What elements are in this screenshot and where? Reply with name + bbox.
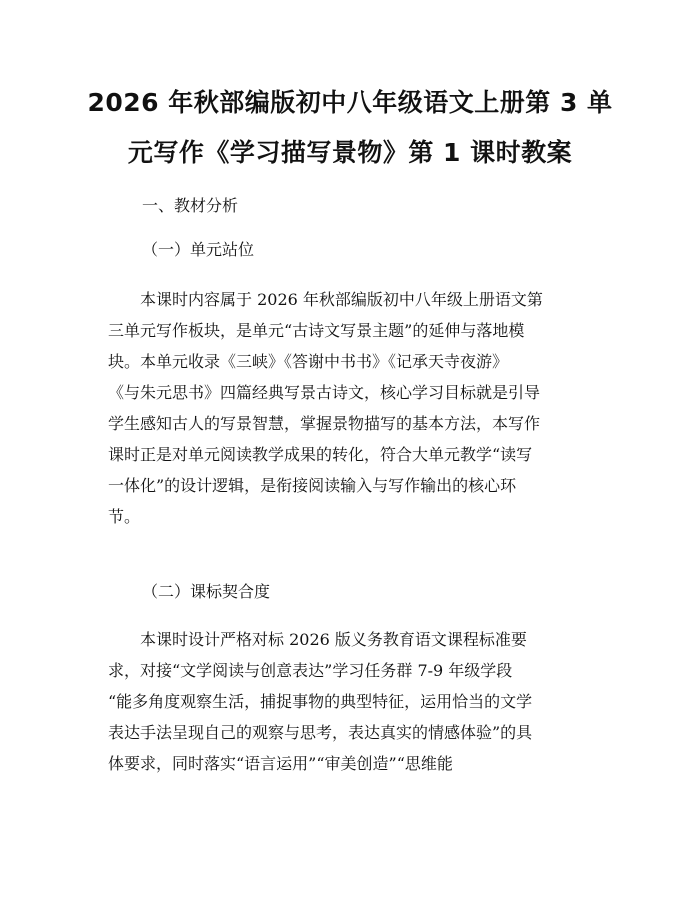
- paragraph-line: 节。: [108, 507, 141, 526]
- paragraph-line: 《与朱元思书》四篇经典写景古诗文，核心学习目标就是引导: [108, 383, 541, 402]
- paragraph-curriculum-fit: [108, 624, 608, 779]
- document-title: [80, 78, 620, 178]
- section-heading-textbook-analysis: 一、教材分析: [142, 196, 239, 215]
- paragraph-line: “能多角度观察生活，捕捉事物的典型特征，运用恰当的文学: [108, 692, 533, 711]
- paragraph-line: 本课时设计严格对标 2026 版义务教育语文课程标准要: [108, 630, 527, 649]
- paragraph-line: 学生感知古人的写景智慧，掌握景物描写的基本方法，本写作: [108, 414, 541, 433]
- paragraph-line: 一体化”的设计逻辑，是衔接阅读输入与写作输出的核心环: [108, 476, 517, 495]
- paragraph-line: 课时正是对单元阅读教学成果的转化，符合大单元教学“读写: [108, 445, 533, 464]
- paragraph-line: 块。本单元收录《三峡》《答谢中书书》《记承天寺夜游》: [108, 352, 509, 371]
- paragraph-line: 求，对接“文学阅读与创意表达”学习任务群 7-9 年级学段: [108, 661, 513, 680]
- paragraph-unit-position: [108, 284, 608, 532]
- subsection-heading-unit-position: （一）单元站位: [142, 240, 255, 259]
- paragraph-line: 三单元写作板块，是单元“古诗文写景主题”的延伸与落地模: [108, 321, 525, 340]
- paragraph-line: 本课时内容属于 2026 年秋部编版初中八年级上册语文第: [108, 290, 543, 309]
- paragraph-line: 表达手法呈现自己的观察与思考，表达真实的情感体验”的具: [108, 723, 533, 742]
- title-line-2: 元写作《学习描写景物》第 1 课时教案: [127, 138, 573, 167]
- paragraph-line: 体要求，同时落实“语言运用”“审美创造”“思维能: [108, 754, 453, 773]
- title-line-1: 2026 年秋部编版初中八年级语文上册第 3 单: [87, 88, 613, 117]
- subsection-heading-curriculum-fit: （二）课标契合度: [142, 582, 271, 601]
